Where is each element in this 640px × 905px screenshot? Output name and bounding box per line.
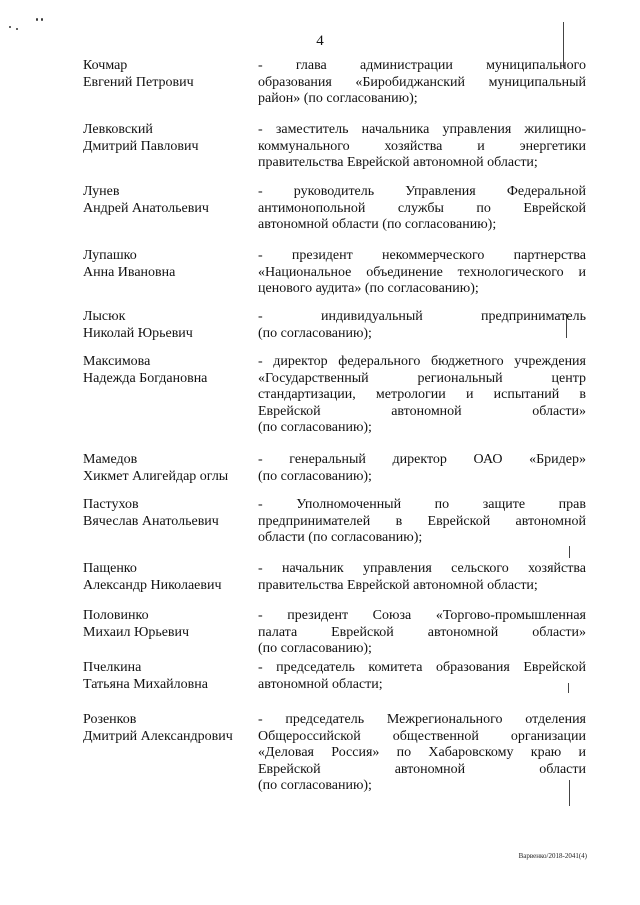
member-surname: Максимова	[83, 354, 151, 369]
member-role	[258, 184, 586, 234]
member-role-line: правительства Еврейской автономной области;	[258, 155, 538, 170]
member-role-line: (по согласованию);	[258, 641, 372, 656]
member-given-names: Андрей Анатольевич	[83, 200, 209, 216]
member-role	[258, 248, 586, 298]
member-given-names: Николай Юрьевич	[83, 325, 193, 341]
member-surname: Лунев	[83, 184, 120, 199]
margin-mark	[569, 546, 570, 558]
member-given-names: Дмитрий Александрович	[83, 728, 233, 744]
scan-speck	[36, 18, 38, 21]
member-role-line: - индивидуальный предприниматель	[258, 309, 586, 324]
member-role	[258, 561, 586, 594]
member-given-names: Хикмет Алигейдар оглы	[83, 468, 229, 484]
member-role-line: антимонопольной службы по Еврейской	[258, 200, 586, 216]
member-role-line: образования «Биробиджанский муниципальный	[258, 74, 586, 90]
member-role-line: (по согласованию);	[258, 420, 372, 435]
member-surname: Розенков	[83, 712, 137, 727]
member-role-line: - глава администрации муниципального	[258, 58, 586, 73]
member-name	[83, 452, 253, 485]
member-role-line: - руководитель Управления Федеральной	[258, 184, 586, 199]
member-role-line: (по согласованию);	[258, 778, 372, 793]
member-role-line: - директор федерального бюджетного учреждения	[258, 354, 586, 369]
member-surname: Лупашко	[83, 248, 137, 263]
member-role-line: правительства Еврейской автономной области;	[258, 577, 538, 593]
member-role	[258, 660, 586, 693]
member-role	[258, 354, 586, 437]
member-name	[83, 122, 253, 155]
member-role-line: - начальник управления сельского хозяйства	[258, 561, 586, 576]
member-name	[83, 497, 253, 530]
member-role-line: - председатель комитета образования Еврейской	[258, 660, 586, 675]
member-role-line: «Деловая Россия» по Хабаровскому краю и	[258, 745, 586, 760]
member-role-line: Еврейской автономной области	[258, 761, 586, 777]
member-role-line: палата Еврейской автономной области»	[258, 624, 586, 640]
member-role-line: район» (по согласованию);	[258, 91, 418, 106]
member-role-line: - президент некоммерческого партнерства	[258, 248, 586, 263]
member-role	[258, 712, 586, 795]
member-role	[258, 452, 586, 485]
member-given-names: Михаил Юрьевич	[83, 624, 190, 640]
member-role	[258, 309, 586, 342]
member-role	[258, 122, 586, 172]
member-role-line: - Уполномоченный по защите прав	[258, 497, 586, 512]
member-role-line: - председатель Межрегионального отделения	[258, 712, 586, 727]
member-name	[83, 608, 253, 641]
member-surname: Кочмар	[83, 58, 128, 73]
member-role-line: области (по согласованию);	[258, 530, 423, 545]
member-given-names: Вячеслав Анатольевич	[83, 513, 219, 529]
member-role-line: - заместитель начальника управления жилищно-	[258, 122, 586, 137]
member-name	[83, 712, 253, 745]
member-name	[83, 248, 253, 281]
member-role-line: (по согласованию);	[258, 468, 372, 484]
member-role-line: автономной области (по согласованию);	[258, 217, 497, 232]
member-name	[83, 561, 253, 594]
member-name	[83, 184, 253, 217]
member-surname: Мамедов	[83, 452, 138, 467]
document-code: Варвенко/2018-2041(4)	[518, 852, 587, 860]
member-name	[83, 660, 253, 693]
member-role-line: - генеральный директор ОАО «Бридер»	[258, 452, 586, 467]
member-given-names: Дмитрий Павлович	[83, 138, 199, 154]
member-role-line: автономной области;	[258, 676, 383, 692]
member-surname: Пастухов	[83, 497, 139, 512]
member-given-names: Анна Ивановна	[83, 264, 176, 280]
member-given-names: Татьяна Михайловна	[83, 676, 208, 692]
member-role	[258, 58, 586, 108]
member-role-line: ценового аудита» (по согласованию);	[258, 281, 479, 296]
member-role	[258, 608, 586, 658]
member-name	[83, 309, 253, 342]
member-role-line: «Национальное объединение технологического и	[258, 264, 586, 280]
member-name	[83, 58, 253, 91]
member-name	[83, 354, 253, 387]
member-role-line: Общероссийской общественной организации	[258, 728, 586, 744]
member-given-names: Надежда Богдановна	[83, 370, 208, 386]
member-surname: Левковский	[83, 122, 153, 137]
member-role-line: (по согласованию);	[258, 325, 372, 341]
member-given-names: Евгений Петрович	[83, 74, 194, 90]
member-surname: Половинко	[83, 608, 149, 623]
member-role-line: коммунального хозяйства и энергетики	[258, 138, 586, 154]
member-role-line: стандартизации, метрологии и испытаний в	[258, 387, 586, 402]
member-role-line: - президент Союза «Торгово-промышленная	[258, 608, 586, 623]
member-role-line: предпринимателей в Еврейской автономной	[258, 513, 586, 529]
scan-speck	[41, 18, 43, 21]
member-given-names: Александр Николаевич	[83, 577, 222, 593]
member-role-line: «Государственный региональный центр	[258, 370, 586, 386]
member-role-line: Еврейской автономной области»	[258, 403, 586, 419]
member-surname: Пчелкина	[83, 660, 142, 675]
scan-speck	[9, 26, 11, 28]
member-surname: Лысюк	[83, 309, 126, 324]
scan-speck	[16, 28, 18, 30]
member-role	[258, 497, 586, 547]
member-surname: Пащенко	[83, 561, 137, 576]
page-number: 4	[316, 33, 324, 49]
